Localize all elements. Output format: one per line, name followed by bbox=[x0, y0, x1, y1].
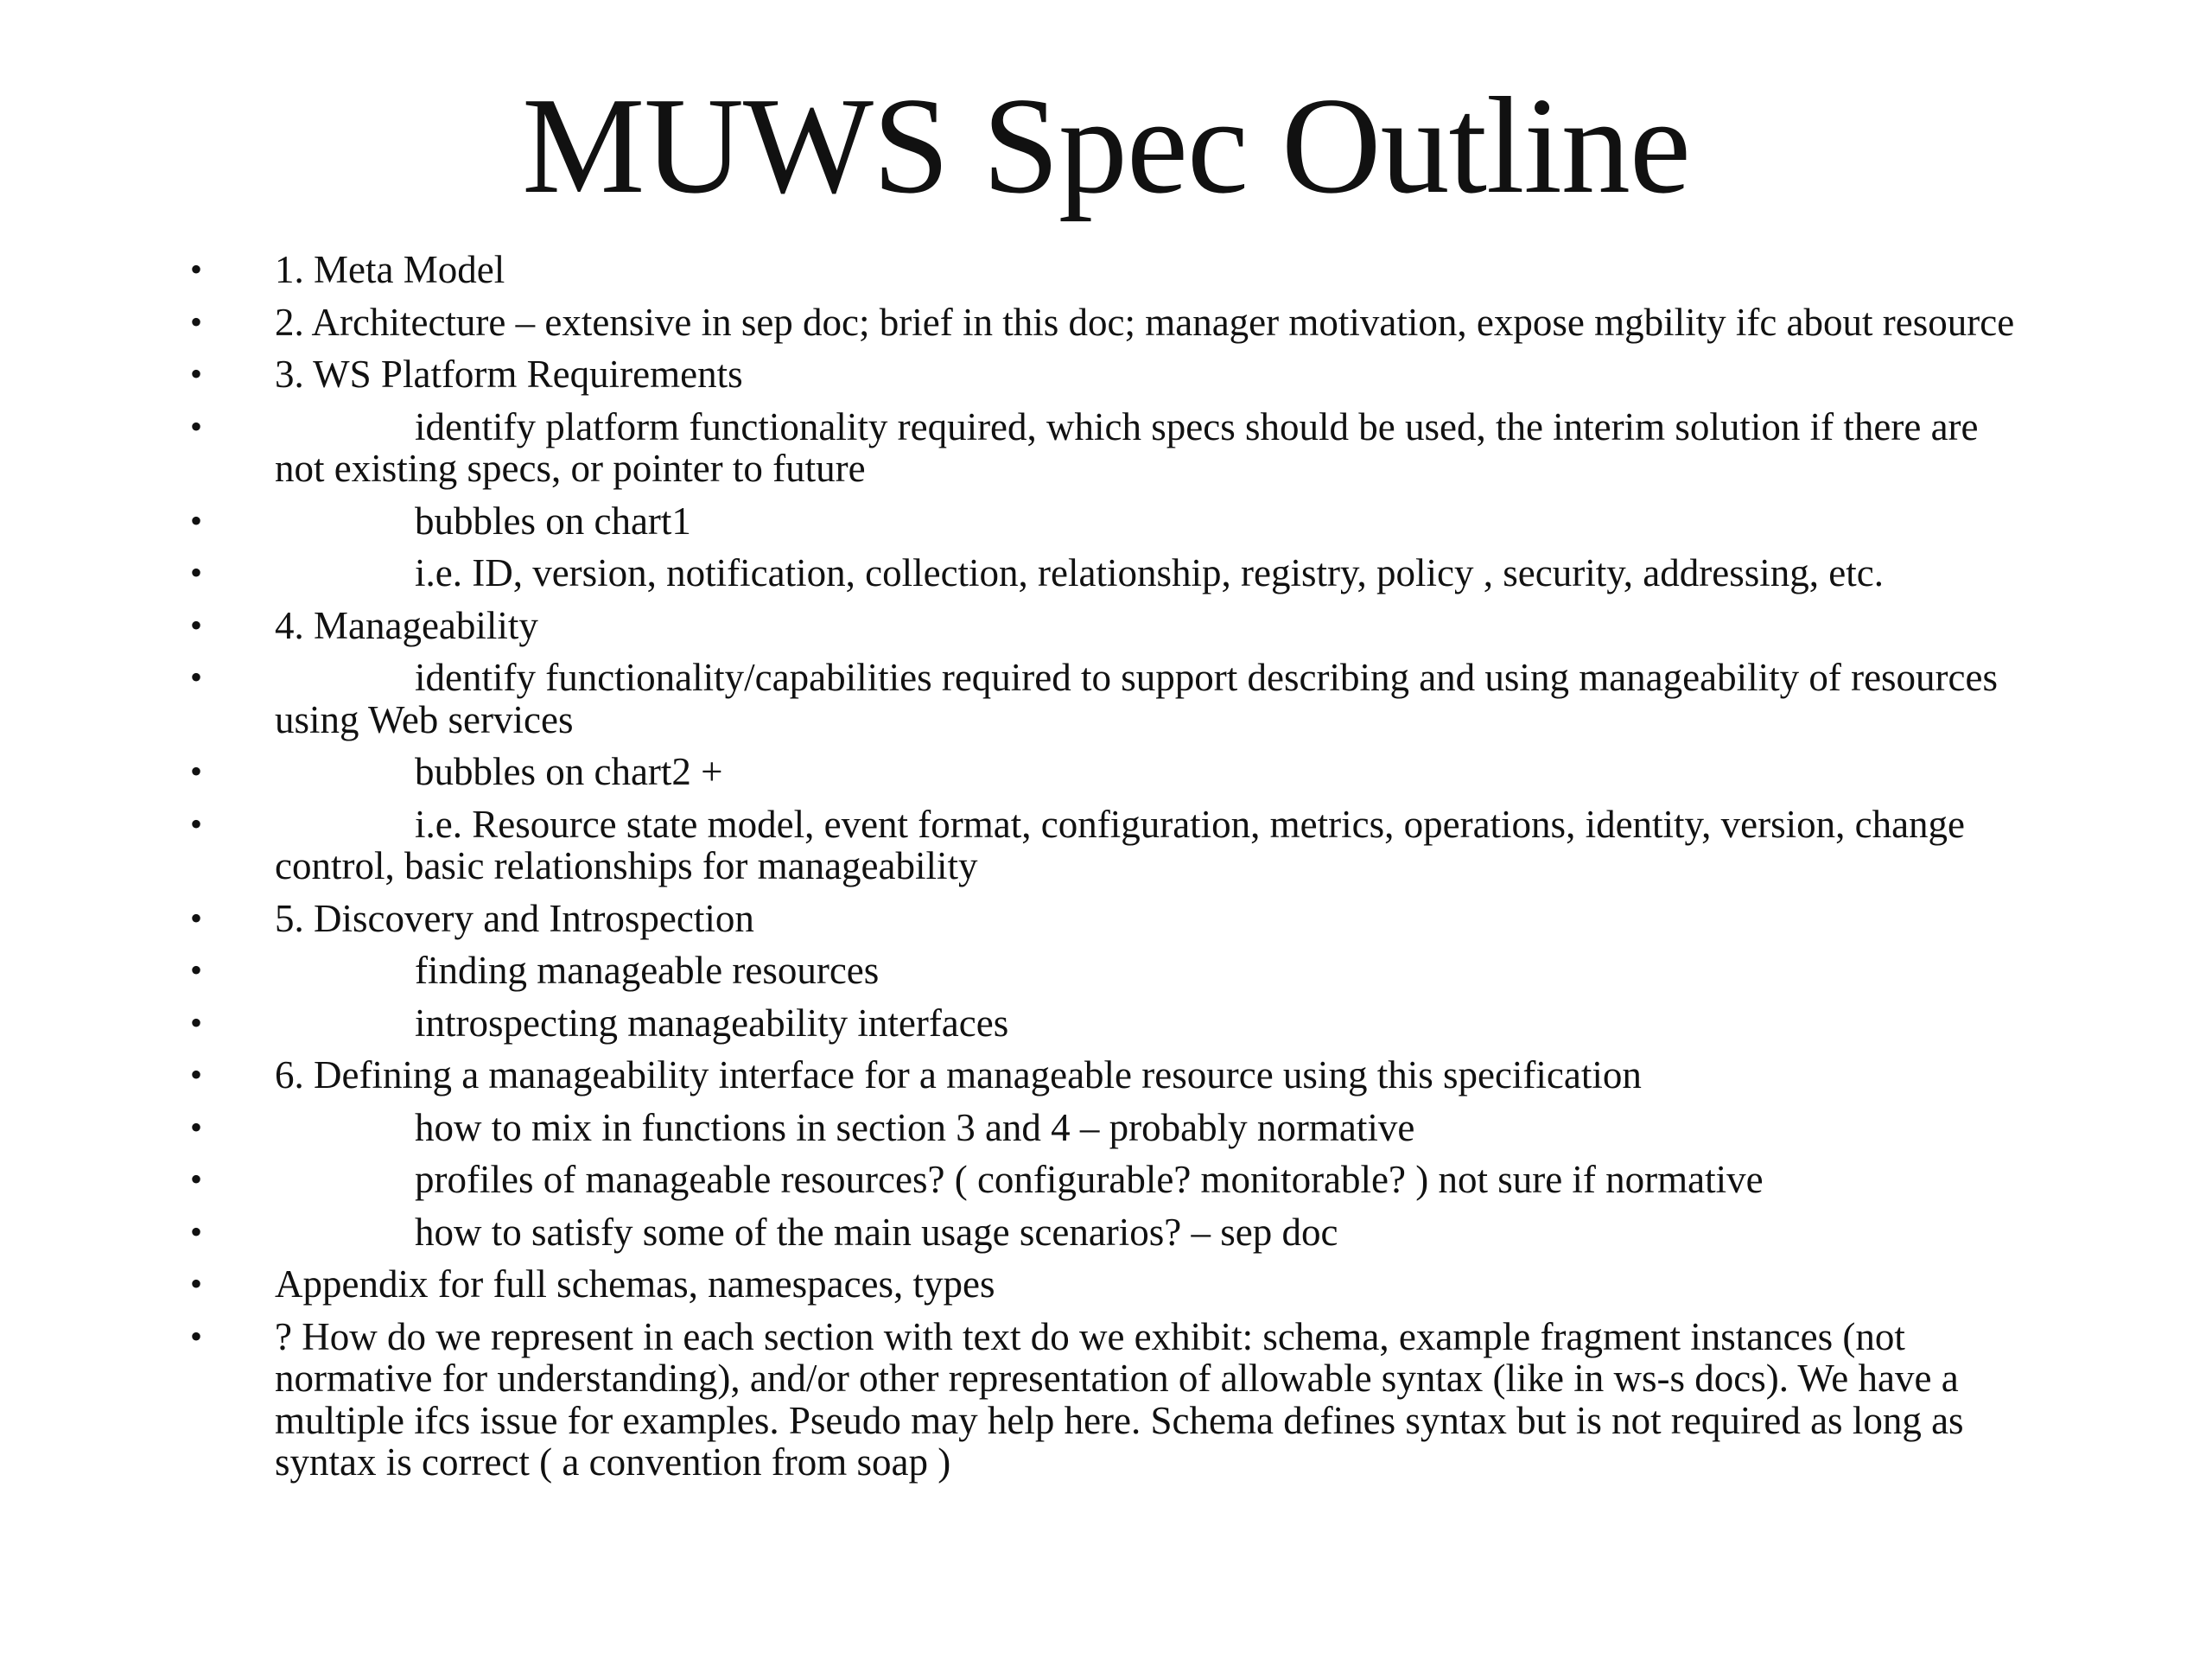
outline-item bbox=[0, 605, 2037, 647]
outline-item-text: 4. Manageability bbox=[275, 603, 538, 647]
outline-item bbox=[0, 552, 2037, 594]
bullet-dot-icon: • bbox=[190, 1264, 203, 1303]
outline-item bbox=[0, 1107, 2037, 1149]
outline-item bbox=[0, 804, 2037, 887]
slide-title: MUWS Spec Outline bbox=[522, 68, 1690, 222]
bullet-dot-icon: • bbox=[190, 1055, 203, 1094]
outline-item-text: 6. Defining a manageability interface for a manageable resource using this specification bbox=[275, 1053, 1642, 1096]
outline-item-text: how to mix in functions in section 3 and 4 – probably normative bbox=[415, 1105, 1415, 1149]
outline-item bbox=[0, 302, 2037, 344]
outline-item-text: i.e. Resource state model, event format, configuration, metrics, operations, identity, version, change control, basic relationships for manageability bbox=[275, 802, 1966, 887]
outline-item-text: Appendix for full schemas, namespaces, types bbox=[275, 1262, 995, 1306]
outline-item-text: identify functionality/capabilities required to support describing and using manageability of resources using Web services bbox=[275, 656, 1998, 741]
bullet-dot-icon: • bbox=[190, 500, 203, 540]
outline-item-text: 5. Discovery and Introspection bbox=[275, 896, 754, 940]
bullet-dot-icon: • bbox=[190, 804, 203, 843]
bullet-list bbox=[0, 249, 2212, 1494]
outline-item bbox=[0, 353, 2037, 396]
outline-item bbox=[0, 1263, 2037, 1306]
outline-item bbox=[0, 1159, 2037, 1201]
bullet-dot-icon: • bbox=[190, 1316, 203, 1356]
bullet-dot-icon: • bbox=[190, 1211, 203, 1251]
outline-item bbox=[0, 751, 2037, 793]
outline-item bbox=[0, 898, 2037, 940]
bullet-dot-icon: • bbox=[190, 302, 203, 341]
outline-item bbox=[0, 950, 2037, 992]
outline-item bbox=[0, 1002, 2037, 1045]
outline-item-text: ? How do we represent in each section with text do we exhibit: schema, example fragment instances (not normative for understanding), and/or other representation of allowable syntax (like in ws-s docs). We have a multiple ifcs issue for examples. Pseudo may help here. Schema defines syntax but is not required as long as syntax is correct ( a convention from soap ) bbox=[275, 1314, 1964, 1484]
outline-item-text: introspecting manageability interfaces bbox=[415, 1001, 1009, 1045]
outline-item bbox=[0, 500, 2037, 543]
outline-item-text: bubbles on chart2 + bbox=[415, 750, 723, 793]
outline-item-text: profiles of manageable resources? ( configurable? monitorable? ) not sure if normative bbox=[415, 1158, 1764, 1201]
bullet-dot-icon: • bbox=[190, 250, 203, 289]
outline-item-text: how to satisfy some of the main usage scenarios? – sep doc bbox=[415, 1210, 1338, 1254]
outline-item-text: finding manageable resources bbox=[415, 949, 880, 992]
bullet-dot-icon: • bbox=[190, 898, 203, 938]
outline-item bbox=[0, 406, 2037, 490]
outline-item-text: identify platform functionality required, which specs should be used, the interim solution if there are not existing specs, or pointer to future bbox=[275, 404, 1979, 490]
bullet-dot-icon: • bbox=[190, 605, 203, 645]
outline-item bbox=[0, 1211, 2037, 1254]
bullet-dot-icon: • bbox=[190, 354, 203, 393]
bullet-dot-icon: • bbox=[190, 1002, 203, 1042]
outline-item-text: 2. Architecture – extensive in sep doc; brief in this doc; manager motivation, expose mgbility ifc about resource bbox=[275, 300, 2015, 344]
outline-item bbox=[0, 249, 2037, 291]
bullet-dot-icon: • bbox=[190, 658, 203, 696]
outline-item bbox=[0, 1316, 2037, 1484]
outline-item bbox=[0, 657, 2037, 741]
bullet-dot-icon: • bbox=[190, 950, 203, 989]
outline-item bbox=[0, 1054, 2037, 1096]
outline-item-text: 1. Meta Model bbox=[275, 248, 505, 291]
bullet-dot-icon: • bbox=[190, 553, 203, 592]
bullet-dot-icon: • bbox=[190, 752, 203, 791]
bullet-dot-icon: • bbox=[190, 406, 203, 446]
outline-item-text: 3. WS Platform Requirements bbox=[275, 353, 743, 396]
bullet-dot-icon: • bbox=[190, 1107, 203, 1147]
outline-item-text: i.e. ID, version, notification, collection, relationship, registry, policy , security, addressing, etc. bbox=[415, 551, 1884, 594]
outline-item-text: bubbles on chart1 bbox=[415, 499, 691, 543]
bullet-dot-icon: • bbox=[190, 1160, 203, 1198]
